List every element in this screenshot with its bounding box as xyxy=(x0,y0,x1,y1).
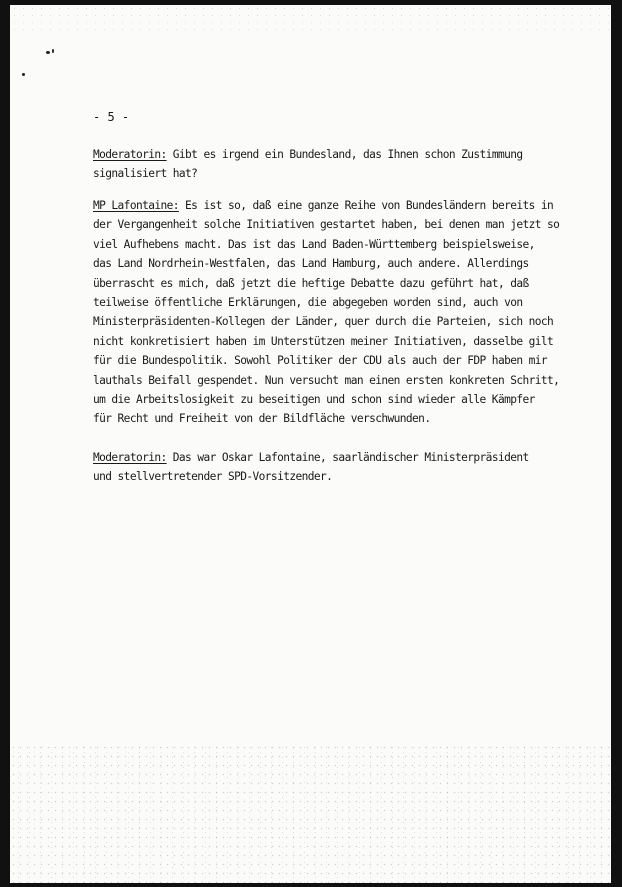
paragraph-line: der Vergangenheit solche Initiativen gestartet haben, bei denen man jetzt so xyxy=(93,218,560,232)
page-number: - 5 - xyxy=(93,110,130,124)
document-page xyxy=(10,5,611,883)
speaker-label: Moderatorin: xyxy=(93,148,167,161)
paragraph-line: und stellvertretender SPD-Vorsitzender. xyxy=(93,470,333,484)
paragraph-line xyxy=(93,196,573,215)
paragraph-line: für die Bundespolitik. Sowohl Politiker der CDU als auch der FDP haben mir xyxy=(93,354,548,368)
paragraph-line: signalisiert hat? xyxy=(93,167,198,181)
paragraph-line: überrascht es mich, daß jetzt die heftige Debatte dazu geführt hat, daß xyxy=(93,276,529,290)
scan-noise-bottom xyxy=(10,743,611,883)
paragraph-moderatorin-closing xyxy=(93,448,573,487)
paragraph-line: lauthals Beifall gespendet. Nun versucht man einen ersten konkreten Schritt, xyxy=(93,373,560,387)
paragraph-line: teilweise öffentliche Erklärungen, die abgegeben worden sind, auch von xyxy=(93,296,523,310)
line-text: Es ist so, daß eine ganze Reihe von Bundesländern bereits in xyxy=(178,199,554,212)
scan-speck xyxy=(22,73,25,76)
paragraph-line: um die Arbeitslosigkeit zu beseitigen und schon sind wieder alle Kämpfer xyxy=(93,393,535,407)
paragraph-lafontaine-answer xyxy=(93,196,573,429)
line-text: Gibt es irgend ein Bundesland, das Ihnen schon Zustimmung xyxy=(166,148,523,161)
paragraph-line: das Land Nordrhein-Westfalen, das Land Hamburg, auch andere. Allerdings xyxy=(93,257,529,271)
scan-speck xyxy=(46,51,50,54)
paragraph-line xyxy=(93,448,573,467)
speaker-label: Moderatorin: xyxy=(93,451,167,464)
scan-noise-top xyxy=(10,5,611,35)
line-text: Das war Oskar Lafontaine, saarländischer Ministerpräsident xyxy=(166,451,529,464)
paragraph-moderatorin-question xyxy=(93,145,573,184)
paragraph-line: viel Aufhebens macht. Das ist das Land Baden-Württemberg beispielsweise, xyxy=(93,237,535,251)
scan-speck xyxy=(52,49,54,53)
paragraph-line: Ministerpräsidenten-Kollegen der Länder, quer durch die Parteien, sich noch xyxy=(93,315,554,329)
speaker-label: MP Lafontaine: xyxy=(93,199,179,212)
paragraph-line: für Recht und Freiheit von der Bildfläche verschwunden. xyxy=(93,412,431,426)
paragraph-line: nicht konkretisiert haben im Unterstützen meiner Initiativen, dasselbe gilt xyxy=(93,334,554,348)
paragraph-line xyxy=(93,145,573,164)
